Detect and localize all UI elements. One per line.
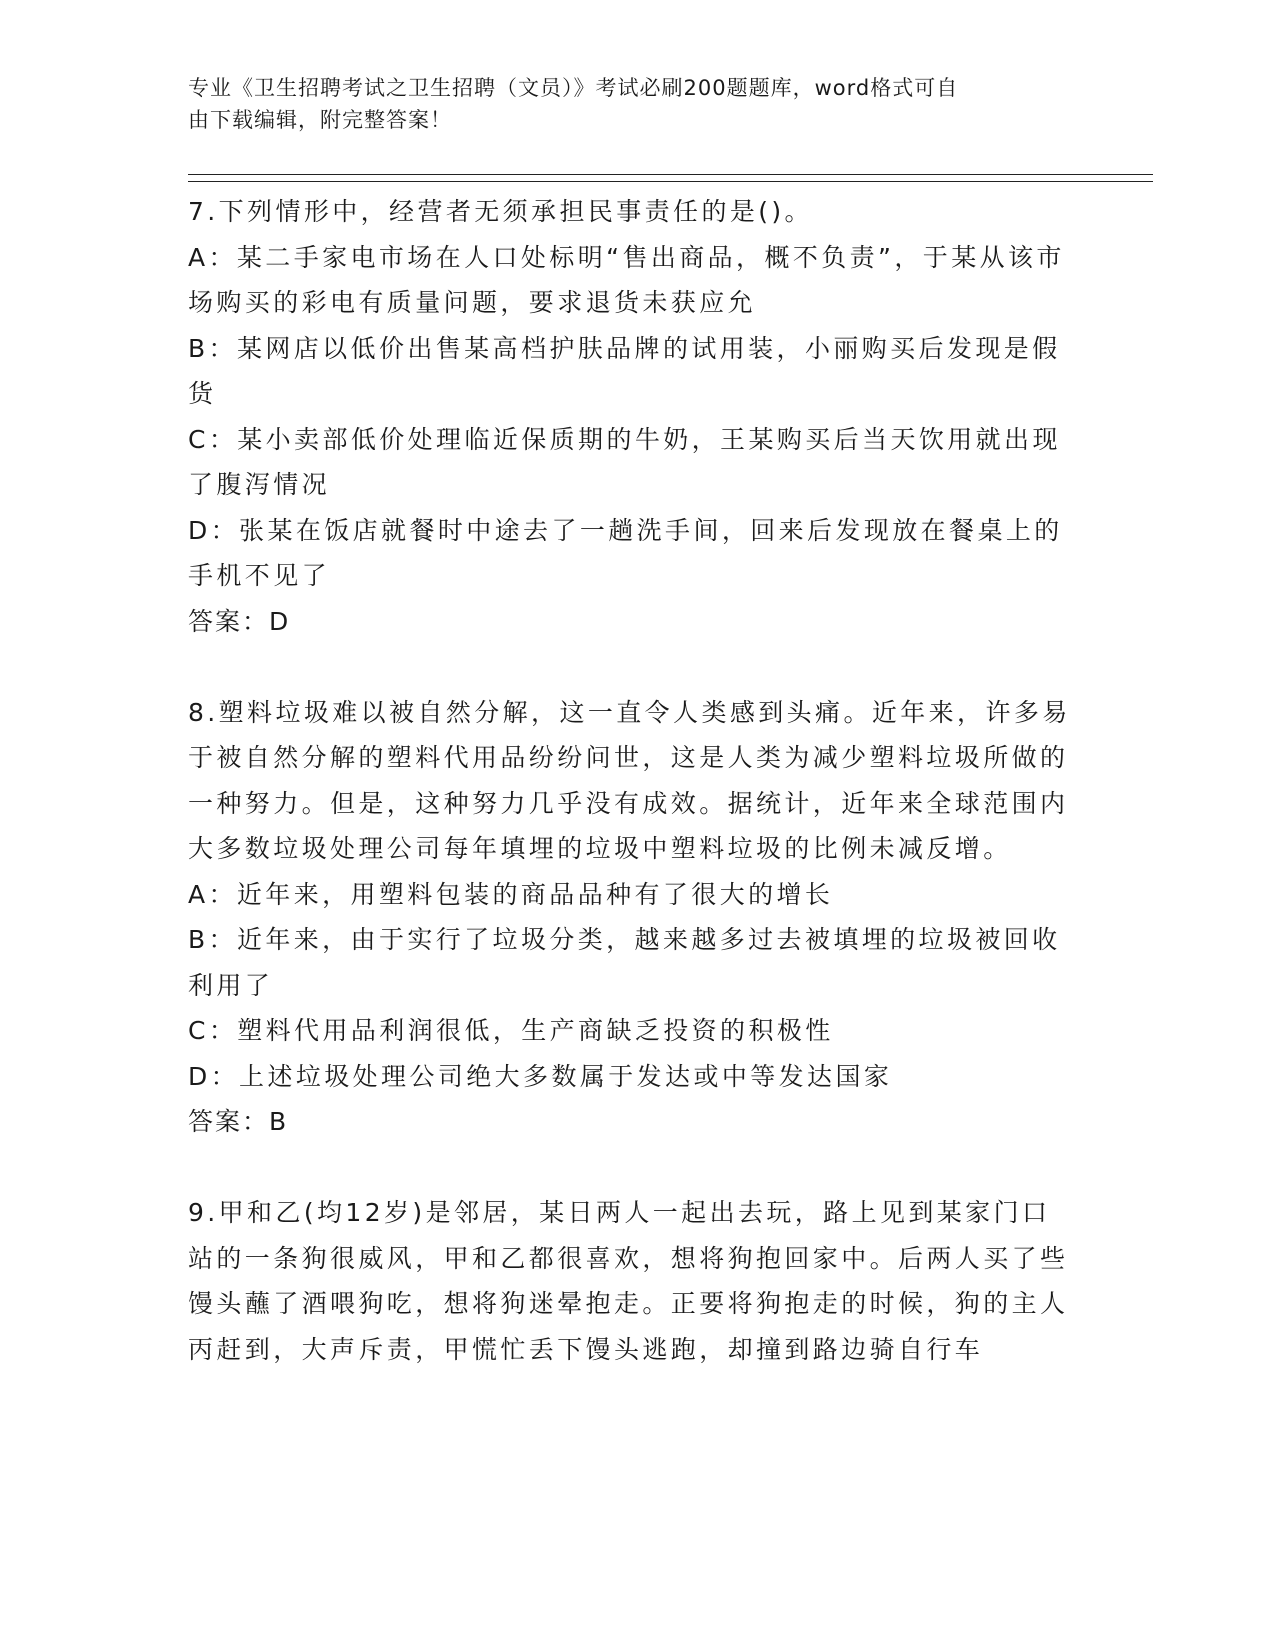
option-c: C：某小卖部低价处理临近保质期的牛奶，王某购买后当天饮用就出现了腹泻情况 <box>188 424 1061 499</box>
question-list <box>188 189 1073 1418</box>
question-stem: 9.甲和乙(均12岁)是邻居，某日两人一起出去玩，路上见到某家门口站的一条狗很威风，甲和乙都很喜欢，想将狗抱回家中。后两人买了些馒头蘸了酒喂狗吃，想将狗迷晕抱走。正要将狗抱走的时候，狗的主人丙赶到，大声斥责，甲慌忙丢下馒头逃跑，却撞到路边骑自行车 <box>188 1198 1069 1364</box>
question-9 <box>188 1190 1073 1372</box>
option-d: D：张某在饭店就餐时中途去了一趟洗手间，回来后发现放在餐桌上的手机不见了 <box>188 515 1063 590</box>
question-7 <box>188 189 1073 644</box>
question-stem: 7.下列情形中，经营者无须承担民事责任的是()。 <box>188 197 813 226</box>
option-a: A：某二手家电市场在人口处标明“售出商品，概不负责”，于某从该市场购买的彩电有质量问题，要求退货未获应允 <box>188 242 1065 317</box>
answer-line: 答案：D <box>188 606 291 636</box>
header-rule-top <box>188 174 1153 175</box>
header-line-1: 专业《卫生招聘考试之卫生招聘（文员）》考试必刷200题题库，word格式可自 <box>188 76 959 100</box>
option-c: C：塑料代用品利润很低，生产商缺乏投资的积极性 <box>188 1016 834 1045</box>
answer-line: 答案：B <box>188 1107 289 1136</box>
option-d: D：上述垃圾处理公司绝大多数属于发达或中等发达国家 <box>188 1061 893 1091</box>
option-a: A：近年来，用塑料包装的商品品种有了很大的增长 <box>188 879 834 909</box>
question-8 <box>188 690 1073 1145</box>
option-b: B：近年来，由于实行了垃圾分类，越来越多过去被填埋的垃圾被回收利用了 <box>188 925 1061 1000</box>
header-line-2: 由下载编辑，附完整答案！ <box>188 108 452 132</box>
header-rule-bottom <box>188 181 1153 182</box>
question-stem: 8.塑料垃圾难以被自然分解，这一直令人类感到头痛。近年来，许多易于被自然分解的塑料代用品纷纷问世，这是人类为减少塑料垃圾所做的一种努力。但是，这种努力几乎没有成效。据统计，近年来全球范围内大多数垃圾处理公司每年填埋的垃圾中塑料垃圾的比例未减反增。 <box>188 697 1071 863</box>
document-header <box>188 72 1068 136</box>
option-b: B：某网店以低价出售某高档护肤品牌的试用装，小丽购买后发现是假货 <box>188 333 1061 408</box>
